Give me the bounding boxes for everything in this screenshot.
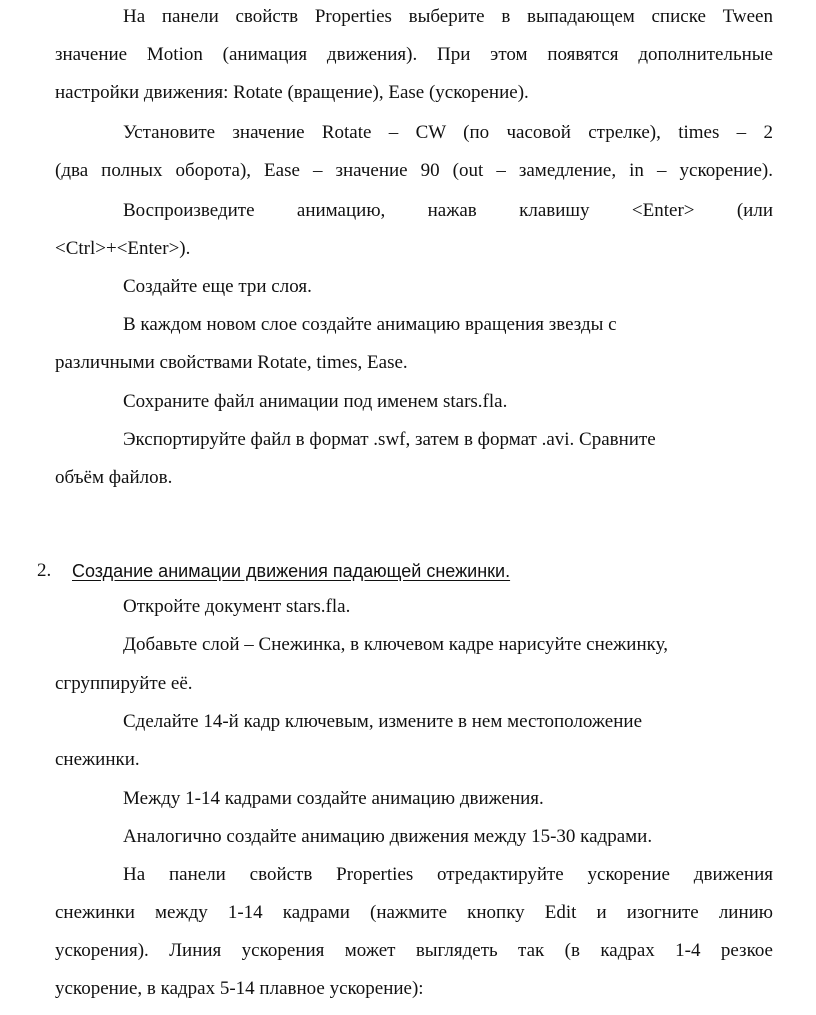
item-text-line: ускорение, в кадрах 5-14 плавное ускорение): [55, 978, 424, 999]
bullet-marker [55, 4, 71, 30]
item-text-line: значение Motion (анимация движения). При этом появятся дополнительные [55, 44, 773, 65]
item-text-line: настройки движения: Rotate (вращение), Ease (ускорение). [55, 82, 529, 103]
item-text-line: ускорения). Линия ускорения может выглядеть так (в кадрах 1-4 резкое [55, 940, 773, 961]
bullet-marker [55, 120, 71, 146]
section-title: Создание анимации движения падающей снежинки. [72, 561, 511, 581]
item-text-line: Воспроизведите анимацию, нажав клавишу <Enter> (или [123, 200, 773, 221]
bullet-marker [55, 824, 71, 850]
item-text-line: снежинки. [55, 749, 140, 770]
bullet-marker [55, 862, 71, 888]
item-text-line: Установите значение Rotate – CW (по часовой стрелке), times – 2 [123, 122, 773, 143]
bullet-marker [55, 786, 71, 812]
item-text-line: (два полных оборота), Ease – значение 90 (out – замедление, in – ускорение). [55, 160, 773, 181]
item-text-line: На панели свойств Properties отредактируйте ускорение движения [123, 864, 773, 885]
bullet-marker [55, 632, 71, 658]
bullet-marker [55, 709, 71, 735]
item-text-line: Откройте документ stars.fla. [123, 596, 351, 617]
section-number: 2. [37, 560, 52, 581]
item-text-line: Между 1-14 кадрами создайте анимацию движения. [123, 788, 544, 809]
item-text-line: В каждом новом слое создайте анимацию вращения звезды с [123, 314, 617, 335]
bullet-marker [55, 427, 71, 453]
item-text-line: Аналогично создайте анимацию движения между 15-30 кадрами. [123, 826, 653, 847]
bullet-marker [55, 312, 71, 338]
item-text-line: Добавьте слой – Снежинка, в ключевом кадре нарисуйте снежинку, [123, 634, 668, 655]
item-text-line: На панели свойств Properties выберите в выпадающем списке Tween [123, 6, 773, 27]
bullet-marker [55, 198, 71, 224]
item-text-line: объём файлов. [55, 467, 173, 488]
bullet-marker [55, 594, 71, 620]
item-text-line: <Ctrl>+<Enter>). [55, 238, 191, 259]
item-text-line: Сохраните файл анимации под именем stars.fla. [123, 391, 508, 412]
bullet-marker [55, 274, 71, 300]
item-text-line: Сделайте 14-й кадр ключевым, измените в нем местоположение [123, 711, 643, 732]
item-text-line: сгруппируйте её. [55, 673, 193, 694]
item-text-line: Создайте еще три слоя. [123, 276, 312, 297]
item-text-line: снежинки между 1-14 кадрами (нажмите кнопку Edit и изогните линию [55, 902, 773, 923]
bullet-marker [55, 389, 71, 415]
item-text-line: различными свойствами Rotate, times, Ease. [55, 352, 408, 373]
item-text-line: Экспортируйте файл в формат .swf, затем в формат .avi. Сравните [123, 429, 656, 450]
